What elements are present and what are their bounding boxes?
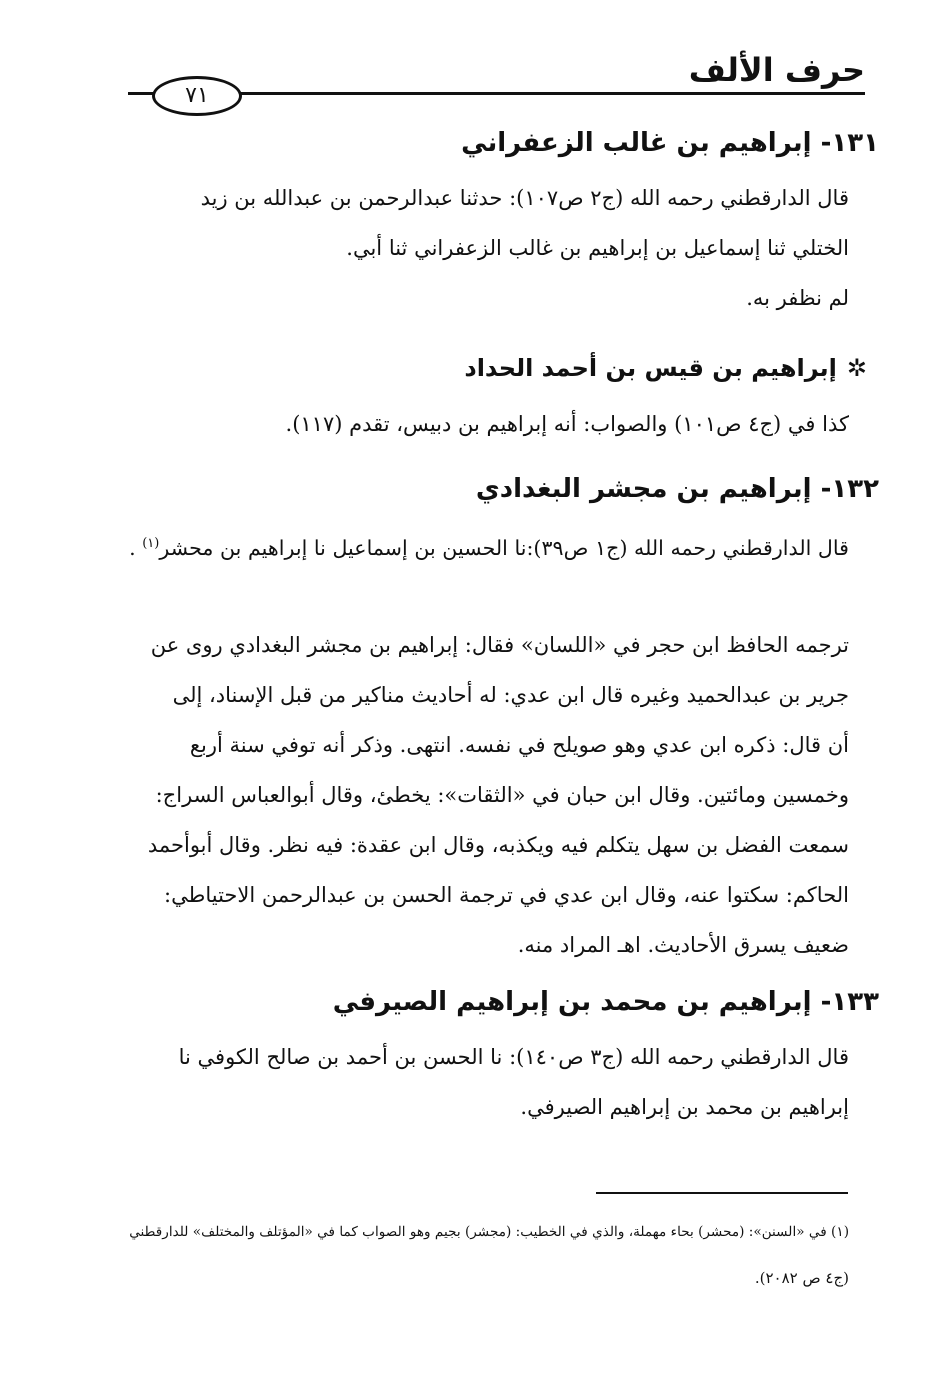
footnote-ref: (١) [142,536,160,551]
text-line: ترجمه الحافظ ابن حجر في «اللسان» فقال: إبراهيم بن مجشر البغدادي روى عن [150,633,849,657]
page-header [128,48,865,108]
text-line: إبراهيم بن محمد بن إبراهيم الصيرفي. [520,1095,849,1119]
entry-131-body [129,173,849,323]
note-entry-body [129,399,849,449]
footnote-rule [596,1192,848,1194]
text-line: ضعيف يسرق الأحاديث. اهـ المراد منه. [517,933,849,957]
text-line: قال الدارقطني رحمه الله (ج٣ ص١٤٠): نا الحسن بن أحمد بن صالح الكوفي نا [178,1045,849,1069]
entry-132-body [129,519,849,573]
entry-133-body [129,1032,849,1132]
translation-paragraph [129,620,849,970]
entry-132-line-text: قال الدارقطني رحمه الله (ج١ ص٣٩):نا الحسين بن إسماعيل نا إبراهيم بن محشر [159,535,849,560]
page-number: ٧١ [152,76,242,116]
text-line: وخمسين ومائتين. وقال ابن حبان في «الثقات»: يخطئ، وقال أبوالعباس السراج: [155,783,849,807]
chapter-title: حرف الألف [688,51,865,89]
text-line: جرير بن عبدالحميد وغيره قال ابن عدي: له أحاديث مناكير من قبل الإسناد، إلى [172,683,849,707]
footnote-line: (١) في «السنن»: (محشر) بحاء مهملة، والذي في الخطيب: (مجشر) بجيم وهو الصواب كما في «المؤتلف والمختلف» للدارقطني [129,1224,849,1240]
text-line: أن قال: ذكره ابن عدي وهو صويلح في نفسه. انتهى. وذكر أنه توفي سنة أربع [189,733,849,757]
star-bullet-icon: ✲ [846,354,867,382]
entry-title-133: ١٣٣- إبراهيم بن محمد بن إبراهيم الصيرفي [332,987,879,1017]
text-line: لم نظفر به. [746,286,849,310]
text-line: كذا في (ج٤ ص١٠١) والصواب: أنه إبراهيم بن دبيس، تقدم (١١٧). [285,412,849,436]
footnote-line: (ج٤ ص ٢٠٨٢). [754,1269,849,1287]
text-line [129,519,849,573]
entry-title-132: ١٣٢- إبراهيم بن مجشر البغدادي [475,474,879,504]
note-entry-title-text: إبراهيم بن قيس بن أحمد الحداد [464,354,837,382]
footnote [129,1212,849,1298]
note-entry-title [464,350,867,386]
line-end-mark: . [129,535,136,560]
text-line: الختلي ثنا إسماعيل بن إبراهيم بن غالب الزعفراني ثنا أبي. [346,236,849,260]
entry-title-131: ١٣١- إبراهيم بن غالب الزعفراني [461,128,879,158]
text-line: سمعت الفضل بن سهل يتكلم فيه ويكذبه، وقال ابن عقدة: فيه نظر. وقال أبوأحمد [147,833,849,857]
text-line: الحاكم: سكتوا عنه، وقال ابن عدي في ترجمة الحسن بن عبدالرحمن الاحتياطي: [164,883,849,907]
text-line: قال الدارقطني رحمه الله (ج٢ ص١٠٧): حدثنا عبدالرحمن بن عبدالله بن زيد [200,186,849,210]
